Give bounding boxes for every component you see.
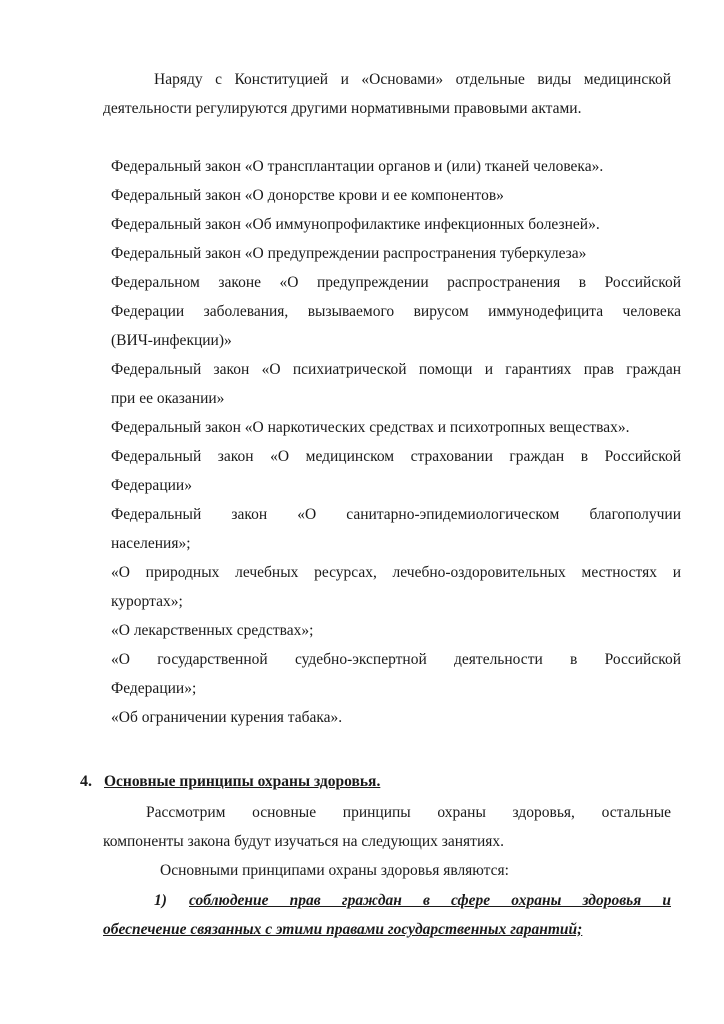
law-line: при ее оказании» <box>111 390 225 407</box>
intro-line-1: Наряду с Конституцией и «Основами» отдельные виды медицинской <box>154 71 671 88</box>
law-line: курортах»; <box>111 593 183 610</box>
law-line: Федеральный закон «Об иммунопрофилактике инфекционных болезней». <box>111 216 600 233</box>
principle-line-1: соблюдение прав граждан в сфере охраны здоровья и <box>189 892 671 909</box>
paragraph-line-3: Основными принципами охраны здоровья являются: <box>160 862 509 879</box>
law-line: Федеральный закон «О донорстве крови и ее компонентов» <box>111 187 504 204</box>
law-line: Федеральный закон «О медицинском страховании граждан в Российской <box>111 448 681 465</box>
law-line: населения»; <box>111 535 191 552</box>
principle-number: 1) <box>154 892 167 909</box>
law-line: Федеральный закон «О психиатрической помощи и гарантиях прав граждан <box>111 361 681 378</box>
paragraph-line-2: компоненты закона будут изучаться на следующих занятиях. <box>103 833 504 850</box>
law-line: Федеральный закон «О трансплантации органов и (или) тканей человека». <box>111 158 604 175</box>
law-line: Федеральном законе «О предупреждении распространения в Российской <box>111 274 681 291</box>
law-line: «О государственной судебно-экспертной деятельности в Российской <box>111 651 681 668</box>
law-line: «О природных лечебных ресурсах, лечебно-оздоровительных местностях и <box>111 564 681 581</box>
law-line: Федерации»; <box>111 680 197 697</box>
law-line: Федеральный закон «О предупреждении распространения туберкулеза» <box>111 245 587 262</box>
law-line: «О лекарственных средствах»; <box>111 622 314 639</box>
law-line: (ВИЧ-инфекции)» <box>111 332 232 349</box>
paragraph-line-1: Рассмотрим основные принципы охраны здоровья, остальные <box>146 804 671 821</box>
section-title: Основные принципы охраны здоровья. <box>104 773 381 790</box>
law-line: Федерации заболевания, вызываемого вирусом иммунодефицита человека <box>111 303 681 320</box>
intro-line-2: деятельности регулируются другими нормативными правовыми актами. <box>103 100 582 117</box>
law-line: «Об ограничении курения табака». <box>111 709 343 726</box>
principle-line-2: обеспечение связанных с этими правами государственных гарантий; <box>103 921 583 938</box>
law-line: Федеральный закон «О санитарно-эпидемиологическом благополучии <box>111 506 681 523</box>
law-line: Федерации» <box>111 477 192 494</box>
section-number: 4. <box>80 773 92 790</box>
law-line: Федеральный закон «О наркотических средствах и психотропных веществах». <box>111 419 630 436</box>
